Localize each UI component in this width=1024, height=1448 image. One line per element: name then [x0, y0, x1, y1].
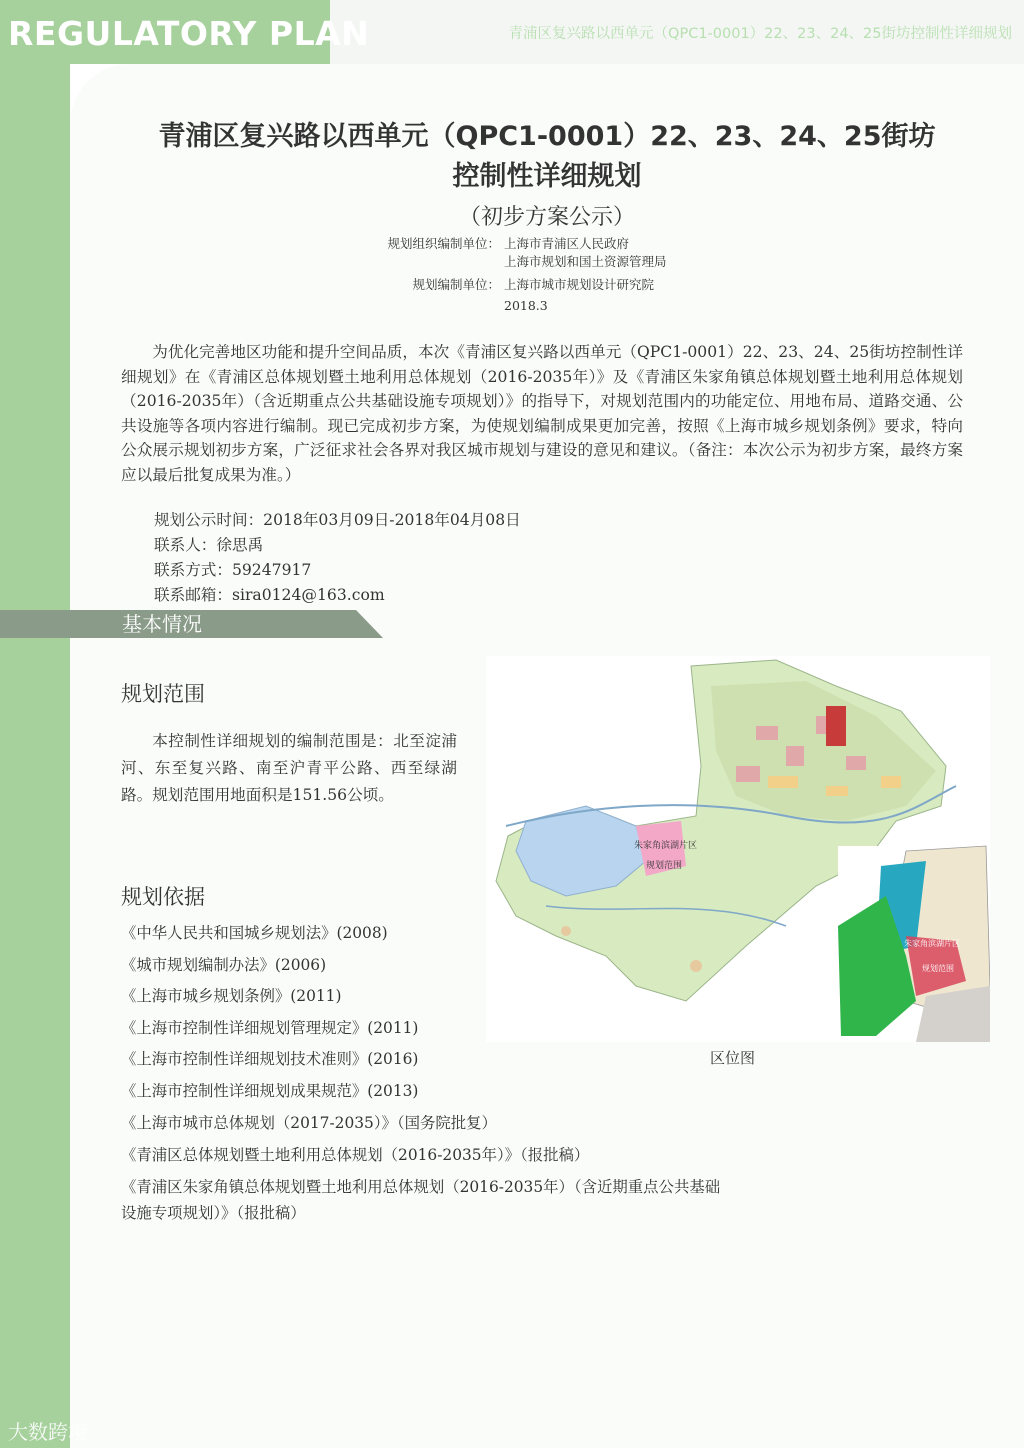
- basis-item: 《城市规划编制办法》(2006): [121, 956, 327, 974]
- header-caption: 青浦区复兴路以西单元（QPC1-0001）22、23、24、25街坊控制性详细规划: [508, 26, 1012, 42]
- map-label-scope: 规划范围: [646, 861, 683, 871]
- doc-subtitle: （初步方案公示）: [458, 205, 635, 230]
- basis-item: 《中华人民共和国城乡规划法》(2008): [121, 924, 388, 942]
- org-label: 规划组织编制单位：: [387, 236, 500, 251]
- doc-title-line2: 控制性详细规划: [452, 161, 642, 192]
- basis-item: 《上海市控制性详细规划技术准则》(2016): [121, 1050, 419, 1068]
- basis-item: 《上海市控制性详细规划管理规定》(2011): [121, 1019, 419, 1037]
- contact-period: 规划公示时间：2018年03月09日-2018年04月08日: [154, 511, 521, 529]
- section-title: 基本情况: [122, 612, 202, 636]
- brand-title: REGULATORY PLAN: [8, 14, 370, 53]
- basis-item: 《上海市城市总体规划（2017-2035）》（国务院批复）: [121, 1114, 497, 1132]
- inset-label-zone: 朱家角滨湖片区: [904, 939, 960, 948]
- basis-item: 《上海市控制性详细规划成果规范》(2013): [121, 1082, 419, 1100]
- contact-person: 联系人：徐思禹: [154, 536, 264, 554]
- basis-item: 《上海市城乡规划条例》(2011): [121, 987, 342, 1005]
- inset-label-scope: 规划范围: [922, 964, 954, 973]
- org-value-1: 上海市青浦区人民政府: [504, 236, 630, 251]
- basis-item: 《青浦区总体规划暨土地利用总体规划（2016-2035年）》（报批稿）: [121, 1146, 590, 1164]
- map-label-zone: 朱家角滨湖片区: [634, 841, 698, 851]
- compiler-label: 规划编制单位：: [412, 277, 500, 292]
- basis-heading: 规划依据: [121, 885, 205, 909]
- org-value-2: 上海市规划和国土资源管理局: [504, 254, 667, 269]
- left-green-strip: [0, 0, 70, 1448]
- scope-heading: 规划范围: [121, 682, 205, 706]
- contact-phone: 联系方式：59247917: [154, 561, 312, 579]
- scope-text: 本控制性详细规划的编制范围是：北至淀浦河、东至复兴路、南至沪青平公路、西至绿湖路。规划范围用地面积是151.56公顷。: [121, 732, 457, 804]
- watermark: 大数跨境: [8, 1420, 88, 1444]
- compiler-value: 上海市城市规划设计研究院: [504, 277, 655, 292]
- doc-title-line1: 青浦区复兴路以西单元（QPC1-0001）22、23、24、25街坊: [158, 121, 936, 152]
- location-map: [486, 656, 990, 1042]
- plan-date: 2018.3: [504, 298, 548, 313]
- inset-map: [838, 846, 990, 1042]
- basis-item: 《青浦区朱家角镇总体规划暨土地利用总体规划（2016-2035年）（含近期重点公共基础设施专项规划）》（报批稿）: [121, 1178, 721, 1222]
- map-caption: 区位图: [710, 1049, 756, 1067]
- intro-paragraph: 为优化完善地区功能和提升空间品质，本次《青浦区复兴路以西单元（QPC1-0001）22、23、24、25街坊控制性详细规划》在《青浦区总体规划暨土地利用总体规划（2016-2035年）》及《青浦区朱家角镇总体规划暨土地利用总体规划（2016-2035年）（含近期重点公共基础设施专项规划）》的指导下，对规划范围内的功能定位、用地布局、道路交通、公共设施等各项内容进行编制。现已完成初步方案，为使规划编制成果更加完善，按照《上海市城乡规划条例》要求，特向公众展示规划初步方案，广泛征求社会各界对我区城市规划与建设的意见和建议。（备注：本次公示为初步方案，最终方案应以最后批复成果为准。）: [121, 343, 964, 484]
- contact-email: 联系邮箱：sira0124@163.com: [154, 586, 385, 604]
